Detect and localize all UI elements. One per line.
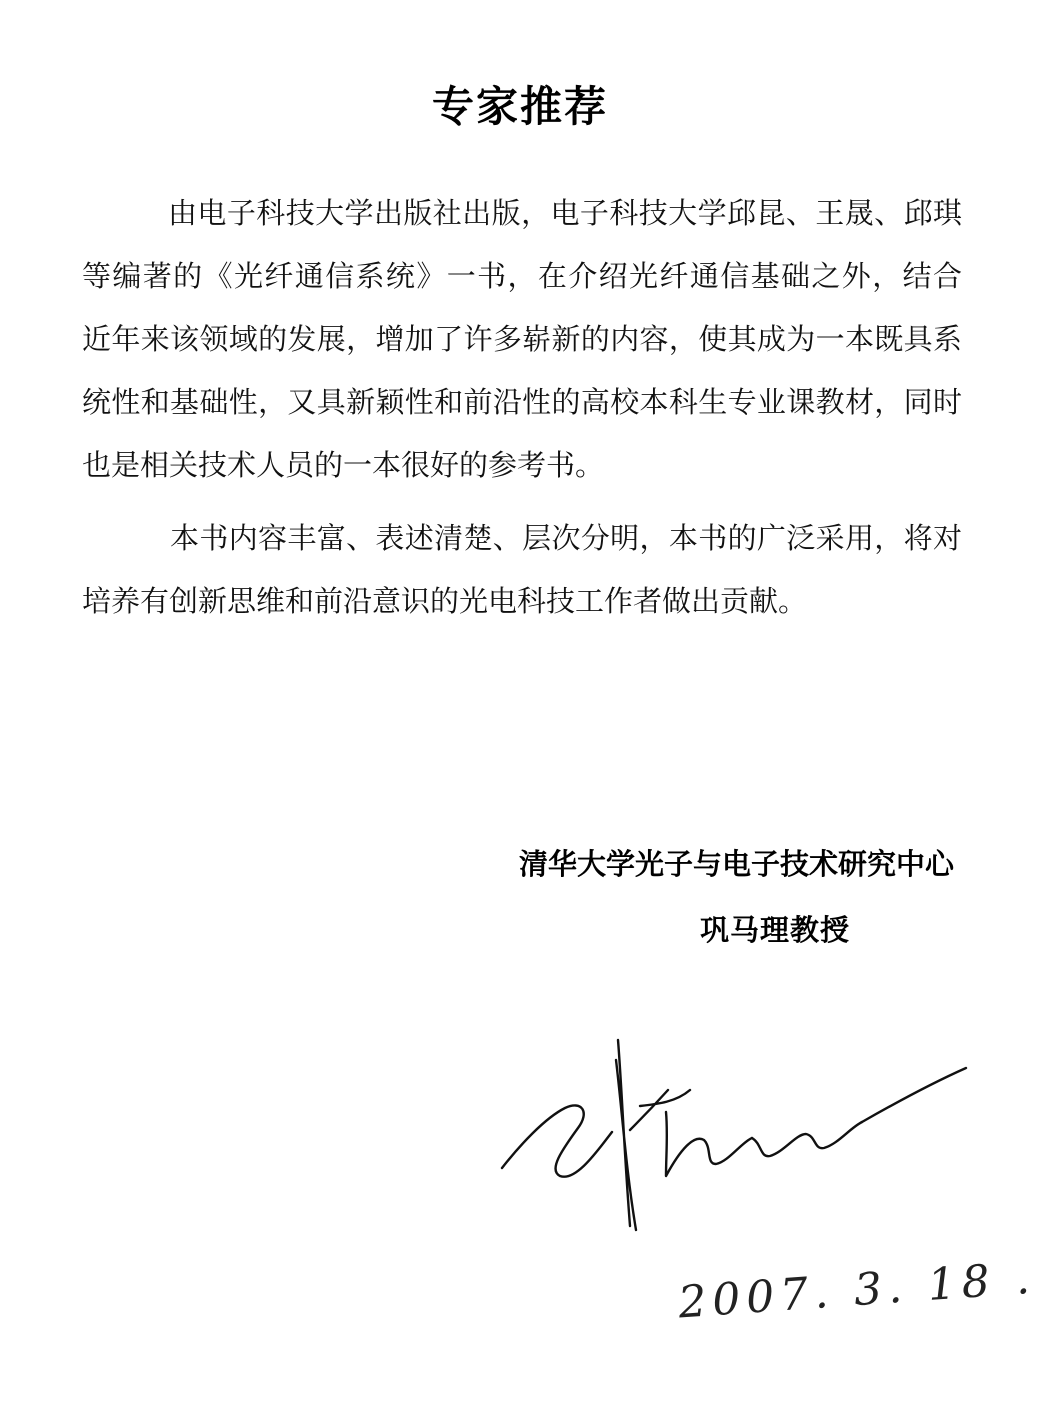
paragraph-line: 也是相关技术人员的一本很好的参考书。 (82, 448, 605, 482)
affiliation: 清华大学光子与电子技术研究中心 (518, 847, 954, 881)
signer-name: 巩马理教授 (700, 913, 851, 947)
page-title: 专家推荐 (431, 82, 608, 131)
handwritten-signature (490, 1030, 980, 1250)
signature-stroke (666, 1112, 752, 1176)
signature-stroke (502, 1105, 612, 1176)
paragraph-line: 近年来该领域的发展，增加了许多崭新的内容，使其成为一本既具系 (82, 322, 962, 356)
recommendation-paragraph-2 (82, 507, 962, 633)
paragraph-line: 由电子科技大学出版社出版，电子科技大学邱昆、王晟、邱琪 (168, 196, 962, 230)
signature-date: 2007. 3. 18 . (676, 1252, 1038, 1329)
signature-stroke (752, 1122, 862, 1156)
signature-stroke (630, 1090, 690, 1130)
paragraph-line: 统性和基础性，又具新颖性和前沿性的高校本科生专业课教材，同时 (82, 385, 962, 419)
paragraph-line: 等编著的《光纤通信系统》一书，在介绍光纤通信基础之外，结合 (82, 259, 962, 293)
signature-stroke (616, 1040, 636, 1230)
recommendation-paragraph-1 (82, 182, 962, 497)
paragraph-line: 本书内容丰富、表述清楚、层次分明，本书的广泛采用，将对 (170, 521, 962, 555)
paragraph-line: 培养有创新思维和前沿意识的光电科技工作者做出贡献。 (82, 584, 808, 618)
signature-stroke (862, 1068, 966, 1122)
